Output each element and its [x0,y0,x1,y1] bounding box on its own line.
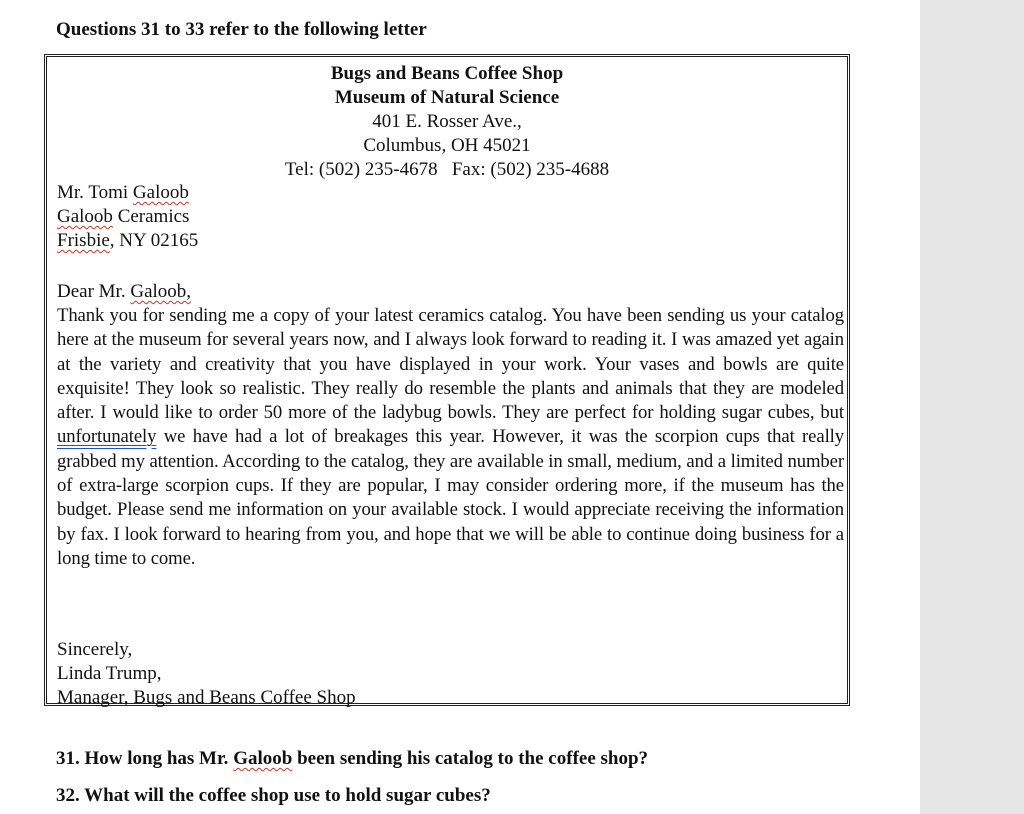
letterhead [47,62,847,182]
question-31-end: been sending his catalog to the coffee shop? [292,748,649,769]
gray-side-panel [920,0,1024,814]
recipient-name [57,181,198,205]
question-31-name: Galoob [233,748,293,769]
letterhead-location: Museum of Natural Science [334,87,560,108]
recipient-company-rest: Ceramics [112,206,190,227]
question-31-start: 31. How long has Mr. [56,748,234,769]
recipient-name-prefix: Mr. Tomi [57,182,133,203]
letter-box [44,54,850,706]
recipient-address [57,181,198,253]
letterhead-city: Columbus, OH 45021 [363,135,531,156]
letterhead-street: 401 E. Rosser Ave., [372,111,522,132]
letterhead-contact: Tel: (502) 235-4678 Fax: (502) 235-4688 [284,159,610,180]
question-31 [56,748,648,770]
question-32: 32. What will the coffee shop use to hold sugar cubes? [56,785,491,806]
recipient-company [57,205,198,229]
recipient-city-rest: , NY 02165 [109,230,199,251]
signer-title: Manager, Bugs and Beans Coffee Shop [57,687,356,708]
recipient-company-first: Galoob [57,206,113,227]
salutation-prefix: Dear Mr. [57,281,131,302]
letter-body-part2: we have had a lot of breakages this year. However, it was the scorpion cups that really grabbed my attention. According to the catalog, they are available in small, medium, and a limited number of extra-large scorpion cups. If they are popular, I may consider ordering more, if the museum has the budget. Please send me information on your available stock. I would appreciate receiving the information by fax. I look forward to hearing from you, and hope that we will be able to continue doing business for a long time to come. [57,426,844,569]
letter-body [57,304,844,571]
salutation-name: Galoob, [130,281,192,302]
recipient-city-first: Frisbie [57,230,110,251]
letter-body-part1: Thank you for sending me a copy of your latest ceramics catalog. You have been sending us your catalog here at the museum for several years now, and I always look forward to reading it. I was amazed yet again at the variety and creativity that you have displayed in your work. Your vases and bowls are quite exquisite! They look so realistic. They really do resemble the plants and animals that they are modeled after. I would like to order 50 more of the ladybug bowls. They are perfect for holding sugar cubes, but [57,305,844,424]
signer-name: Linda Trump, [57,663,162,684]
letterhead-business-name: Bugs and Beans Coffee Shop [330,63,564,84]
closing [57,638,356,710]
salutation [57,280,191,304]
section-heading: Questions 31 to 33 refer to the following letter [56,19,427,40]
valediction: Sincerely, [57,639,133,660]
recipient-name-last: Galoob [132,182,189,203]
letter-body-highlight: unfortunately [57,426,157,448]
recipient-city [57,229,198,253]
